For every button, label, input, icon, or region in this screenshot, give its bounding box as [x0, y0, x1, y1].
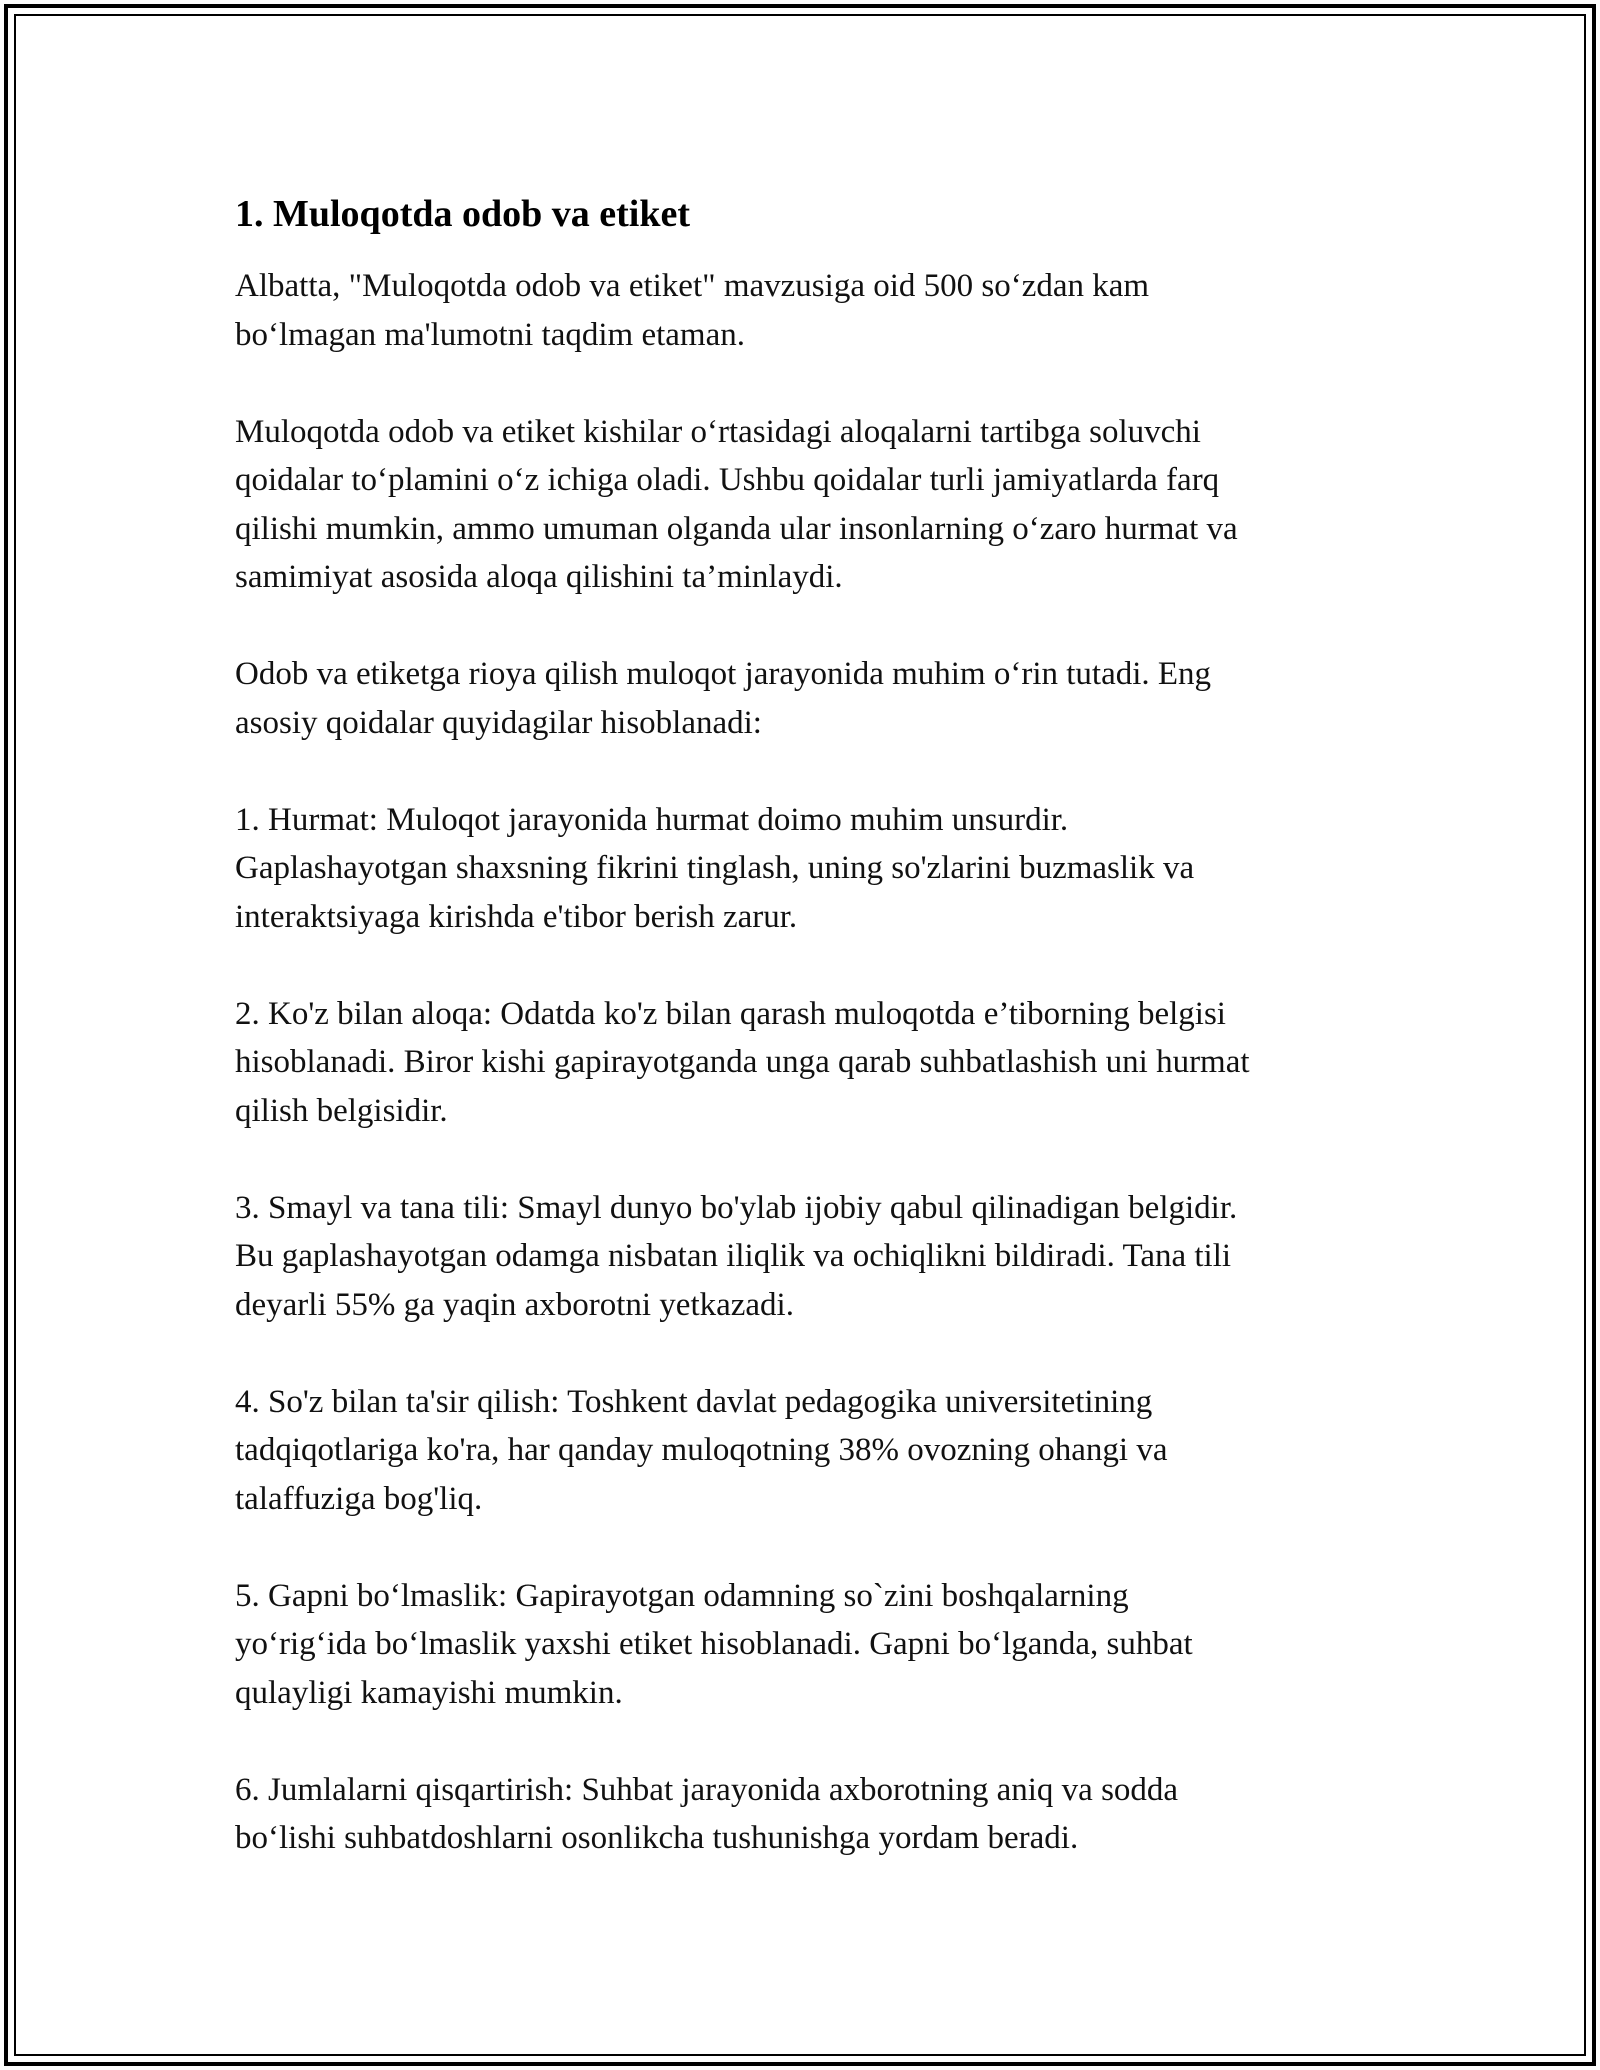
paragraph-line: 1. Hurmat: Muloqot jarayonida hurmat doimo muhim unsurdir.	[235, 801, 1069, 838]
paragraph-line: Odob va etiketga rioya qilish muloqot jarayonida muhim o‘rin tutadi. Eng	[235, 656, 1212, 692]
list-item-concise-sentences	[235, 1766, 1395, 1863]
paragraph-line: qilishi mumkin, ammo umuman olganda ular insonlarning o‘zaro hurmat va	[235, 510, 1238, 547]
paragraph-line: qoidalar to‘plamini o‘z ichiga oladi. Ushbu qoidalar turli jamiyatlarda farq	[235, 462, 1220, 498]
paragraph-line: samimiyat asosida aloqa qilishini ta’minlaydi.	[235, 559, 843, 595]
paragraph-line: bo‘lishi suhbatdoshlarni osonlikcha tushunishga yordam beradi.	[235, 1820, 1079, 1856]
document-body	[235, 188, 1395, 1911]
paragraph-line: 3. Smayl va tana tili: Smayl dunyo bo'ylab ijobiy qabul qilinadigan belgidir.	[235, 1189, 1238, 1226]
paragraph-rules-intro	[235, 650, 1395, 747]
paragraph-line: tadqiqotlariga ko'ra, har qanday muloqotning 38% ovozning ohangi va	[235, 1432, 1168, 1468]
paragraph-line: 2. Ko'z bilan aloqa: Odatda ko'z bilan qarash muloqotda e’tiborning belgisi	[235, 995, 1226, 1032]
paragraph-line: asosiy qoidalar quyidagilar hisoblanadi:	[235, 704, 762, 741]
paragraph-line: Bu gaplashayotgan odamga nisbatan iliqlik va ochiqlikni bildiradi. Tana tili	[235, 1238, 1232, 1274]
document-title: 1. Muloqotda odob va etiket	[235, 193, 690, 235]
paragraph-line: Albatta, "Muloqotda odob va etiket" mavzusiga oid 500 so‘zdan kam	[235, 268, 1150, 304]
paragraph-line: bo‘lmagan ma'lumotni taqdim etaman.	[235, 316, 745, 353]
paragraph-line: qulayligi kamayishi mumkin.	[235, 1674, 623, 1711]
list-item-no-interrupting	[235, 1572, 1395, 1718]
list-item-eye-contact	[235, 990, 1395, 1136]
list-item-smile-body-language	[235, 1184, 1395, 1330]
paragraph-line: 4. So'z bilan ta'sir qilish: Toshkent davlat pedagogika universitetining	[235, 1383, 1153, 1420]
list-item-verbal-influence	[235, 1378, 1395, 1524]
paragraph-line: hisoblanadi. Biror kishi gapirayotganda unga qarab suhbatlashish uni hurmat	[235, 1044, 1250, 1080]
paragraph-definition	[235, 408, 1395, 602]
paragraph-line: talaffuziga bog'liq.	[235, 1480, 483, 1517]
list-item-respect	[235, 796, 1395, 942]
paragraph-line: interaktsiyaga kirishda e'tibor berish zarur.	[235, 898, 798, 935]
paragraph-intro	[235, 262, 1395, 359]
paragraph-line: deyarli 55% ga yaqin axborotni yetkazadi.	[235, 1286, 794, 1323]
paragraph-line: Muloqotda odob va etiket kishilar o‘rtasidagi aloqalarni tartibga soluvchi	[235, 413, 1201, 450]
paragraph-line: Gaplashayotgan shaxsning fikrini tinglash, uning so'zlarini buzmaslik va	[235, 850, 1195, 886]
paragraph-line: yo‘rig‘ida bo‘lmaslik yaxshi etiket hisoblanadi. Gapni bo‘lganda, suhbat	[235, 1626, 1193, 1662]
paragraph-line: 5. Gapni bo‘lmaslik: Gapirayotgan odamning so`zini boshqalarning	[235, 1577, 1129, 1614]
paragraph-line: qilish belgisidir.	[235, 1092, 448, 1129]
paragraph-line: 6. Jumlalarni qisqartirish: Suhbat jarayonida axborotning aniq va sodda	[235, 1771, 1179, 1808]
